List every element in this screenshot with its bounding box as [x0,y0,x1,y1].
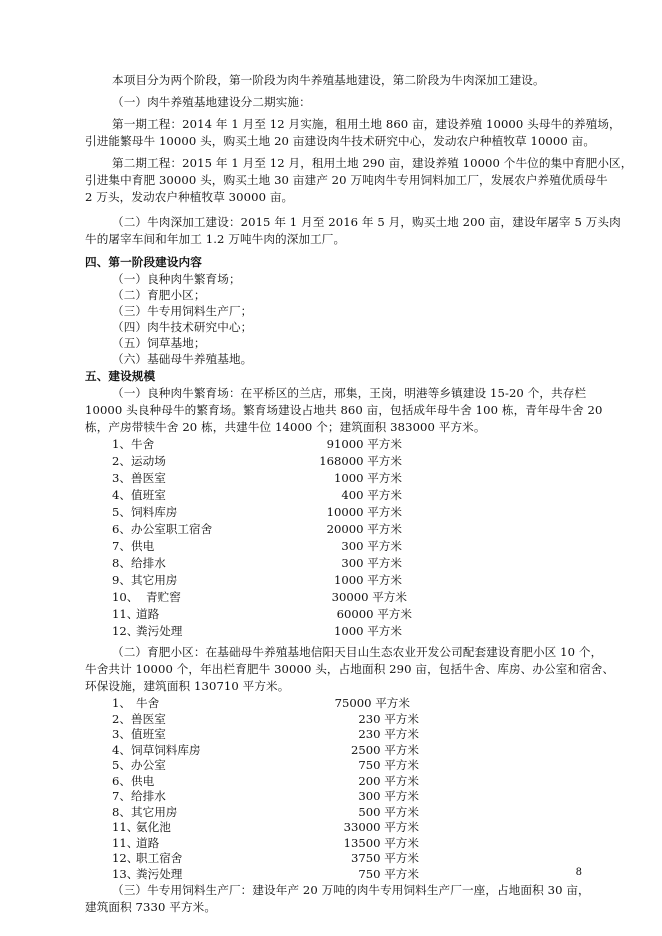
intro-line: 本项目分为两个阶段，第一阶段为肉牛养殖基地建设，第二阶段为牛肉深加工建设。 [112,73,545,87]
row-value: 300 平方米 [341,556,402,570]
table-row [0,805,662,819]
row-index: 8、 [112,804,131,819]
row-value: 30000 平方米 [331,590,407,604]
phase2-line: 2 万头，发动农户种植牧草 30000 亩。 [85,190,294,204]
table-row [0,758,662,772]
row-index: 11、 [112,820,139,834]
table-row [0,696,662,710]
row-index: 3、 [112,471,131,485]
row-value: 300 平方米 [358,789,419,803]
row-name: 办公室 [131,758,166,772]
part2-line: 环保设施，建筑面积 130710 平方米。 [85,679,290,693]
table-row [0,774,662,788]
row-name: 牛舍 [131,437,155,451]
section5-heading: 五、建设规模 [85,369,156,383]
row-value: 13500 平方米 [343,835,419,850]
row-name: 青贮窖 [146,590,181,604]
table-row [0,522,662,536]
section4-item: （一）良种肉牛繁育场； [112,272,241,286]
row-index: 8、 [112,556,131,570]
row-name: 粪污处理 [136,624,183,638]
row-value: 91000 平方米 [326,437,402,451]
row-name: 氨化池 [136,820,171,834]
table-row [0,471,662,485]
row-name: 给排水 [131,789,166,803]
section4-item: （五）饲草基地； [112,336,206,350]
processing-line: 牛的屠宰车间和年加工 1.2 万吨牛肉的深加工厂。 [85,232,346,246]
row-name: 兽医室 [131,471,166,485]
table-row [0,727,662,741]
row-index: 11、 [112,607,139,621]
part2-line: （二）育肥小区：在基础母牛养殖基地信阳天目山生态农业开发公司配套建设育肥小区 10 个， [112,645,603,659]
row-name: 值班室 [131,488,166,502]
part1-line: 栋，产房带犊牛舍 20 栋，共建牛位 14000 个；建筑面积 383000 平方米。 [85,420,486,434]
row-value: 20000 平方米 [326,522,402,536]
row-value: 230 平方米 [358,711,419,726]
row-index: 7、 [112,789,131,803]
phase2-line: 引进集中育肥 30000 头，购买土地 30 亩建产 20 万吨肉牛专用饲料加工厂，发展农户养殖优质母牛 [85,173,608,187]
row-index: 5、 [112,758,131,772]
row-name: 运动场 [131,454,166,468]
row-index: 1、 [112,437,131,451]
row-index: 3、 [112,727,131,741]
row-index: 6、 [112,522,131,536]
table-row [0,712,662,726]
row-name: 值班室 [131,727,166,741]
row-name: 供电 [131,539,155,553]
row-value: 1000 平方米 [334,624,402,638]
table-row [0,437,662,451]
row-value: 500 平方米 [358,804,419,819]
phase2-line: 第二期工程：2015 年 1 月至 12 月，租用土地 290 亩，建设养殖 10000 个牛位的集中育肥小区， [112,156,633,170]
row-index: 6、 [112,773,131,788]
part3-line: （三）牛专用饲料生产厂：建设年产 20 万吨的肉牛专用饲料生产厂一座，占地面积 30 亩， [112,883,590,897]
row-index: 12、 [112,624,139,638]
row-index: 10、 [112,590,139,604]
row-value: 1000 平方米 [334,471,402,485]
row-index: 4、 [112,488,131,502]
table-row [0,556,662,570]
row-index: 2、 [112,454,131,468]
part1-line: 10000 头良种母牛的繁育场。繁育场建设占地共 860 亩，包括成年母牛舍 100 栋，青年母牛舍 20 [85,403,603,417]
row-name: 兽医室 [131,711,166,726]
table-row [0,607,662,621]
row-index: 1、 [112,696,131,710]
row-name: 其它用房 [131,804,178,819]
row-value: 3750 平方米 [351,851,419,865]
table-row [0,505,662,519]
row-name: 道路 [136,835,160,850]
table-row [0,539,662,553]
row-name: 其它用房 [131,573,178,587]
row-value: 2500 平方米 [351,742,419,757]
row-name: 道路 [136,607,160,621]
part3-line: 建筑面积 7330 平方米。 [85,900,217,914]
table-row [0,743,662,757]
row-index: 13、 [112,866,139,881]
section4-item: （二）育肥小区； [112,288,206,302]
row-index: 12、 [112,851,139,865]
table-row [0,573,662,587]
section4-heading: 四、第一阶段建设内容 [85,255,202,269]
table-row [0,789,662,803]
row-name: 饲料库房 [131,505,178,519]
part2-line: 牛舍共计 10000 个，年出栏育肥牛 30000 头，占地面积 290 亩，包括牛舍、库房、办公室和宿舍、 [85,662,615,676]
row-name: 职工宿舍 [136,851,183,865]
section4-item: （六）基础母牛养殖基地。 [112,352,253,366]
section4-item: （四）肉牛技术研究中心； [112,320,253,334]
row-value: 75000 平方米 [334,696,410,710]
row-value: 230 平方米 [358,727,419,741]
row-name: 给排水 [131,556,166,570]
row-value: 60000 平方米 [336,607,412,621]
row-name: 饲草饲料库房 [131,742,201,757]
row-index: 2、 [112,711,131,726]
section4-item: （三）牛专用饲料生产厂； [112,304,253,318]
row-value: 200 平方米 [358,773,419,788]
intro-subheading: （一）肉牛养殖基地建设分二期实施： [112,95,311,109]
row-value: 10000 平方米 [326,505,402,519]
page-number: 8 [575,867,582,878]
row-value: 168000 平方米 [319,454,402,468]
table-row [0,488,662,502]
phase1-line: 引进能繁母牛 10000 头，购买土地 20 亩建设肉牛技术研究中心，发动农户种植牧草 10000 亩。 [85,134,596,148]
row-name: 牛舍 [136,696,160,710]
row-name: 粪污处理 [136,866,183,881]
processing-line: （二）牛肉深加工建设：2015 年 1 月至 2016 年 5 月，购买土地 200 亩，建设年屠宰 5 万头肉 [112,215,621,229]
row-name: 办公室职工宿舍 [131,522,213,536]
row-value: 400 平方米 [341,488,402,502]
row-name: 供电 [131,773,155,788]
row-value: 300 平方米 [341,539,402,553]
table-row [0,454,662,468]
table-row [0,624,662,638]
row-index: 11、 [112,835,139,850]
row-index: 9、 [112,573,131,587]
row-value: 33000 平方米 [343,820,419,834]
table-row [0,590,662,604]
table-row [0,851,662,865]
row-index: 5、 [112,505,131,519]
table-row [0,820,662,834]
table-row [0,836,662,850]
row-index: 4、 [112,742,131,757]
phase1-line: 第一期工程：2014 年 1 月至 12 月实施，租用土地 860 亩，建设养殖 10000 头母牛的养殖场， [112,117,621,131]
row-value: 1000 平方米 [334,573,402,587]
row-index: 7、 [112,539,131,553]
part1-line: （一）良种肉牛繁育场：在平桥区的兰店，邢集，王岗，明港等乡镇建设 15-20 个，共存栏 [112,386,587,400]
row-value: 750 平方米 [358,758,419,772]
row-value: 750 平方米 [358,866,419,881]
table-row [0,867,662,881]
